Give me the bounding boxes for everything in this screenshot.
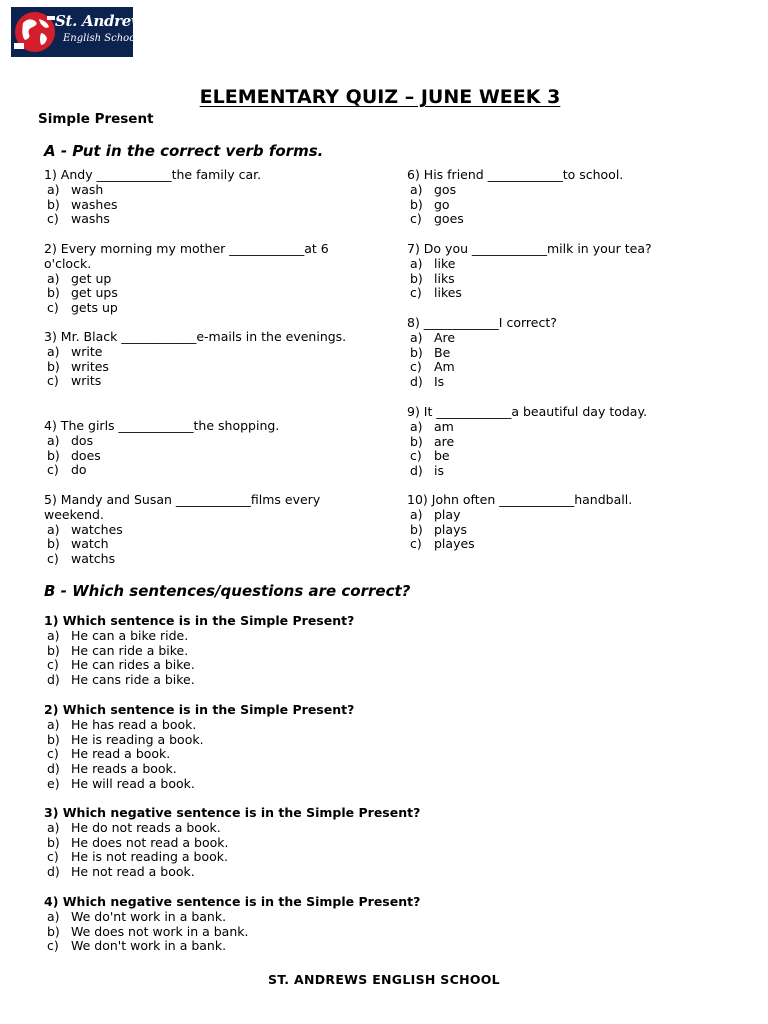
- logo-text-line2: English School: [63, 33, 139, 44]
- answer-option[interactable]: b) He is reading a book.: [47, 731, 204, 747]
- question-a1: [44, 168, 374, 227]
- answer-option[interactable]: a) He do not reads a book.: [47, 819, 221, 835]
- answer-option[interactable]: c) He read a book.: [47, 746, 171, 762]
- question-stem: 4) The girls ____________the shopping.: [44, 418, 280, 433]
- answer-option[interactable]: b) go: [410, 196, 450, 212]
- answer-option[interactable]: d) He reads a book.: [47, 761, 177, 777]
- question-stem: 7) Do you ____________milk in your tea?: [407, 241, 652, 256]
- answer-option[interactable]: a) like: [410, 255, 456, 271]
- answer-option[interactable]: b) washes: [47, 196, 118, 212]
- question-stem: 3) Mr. Black ____________e-mails in the evenings.: [44, 329, 347, 344]
- answer-option[interactable]: a) get up: [47, 270, 112, 286]
- section-a-heading: A - Put in the correct verb forms.: [44, 142, 324, 160]
- question-stem: 1) Which sentence is in the Simple Present?: [44, 613, 355, 628]
- answer-option[interactable]: c) do: [47, 462, 87, 478]
- answer-option[interactable]: b) watch: [47, 536, 109, 552]
- school-logo: [11, 7, 152, 57]
- question-a7: [407, 242, 747, 301]
- logo-text-line1: St. Andrews: [55, 12, 152, 30]
- question-stem: 2) Every morning my mother ____________at 6 o'clock.: [44, 241, 329, 271]
- answer-option[interactable]: a) am: [410, 418, 454, 434]
- answer-option[interactable]: a) dos: [47, 432, 94, 448]
- question-a9: [407, 405, 747, 479]
- answer-option[interactable]: c) washs: [47, 211, 110, 227]
- answer-option[interactable]: a) We do'nt work in a bank.: [47, 908, 227, 924]
- answer-option[interactable]: c) Am: [410, 359, 455, 375]
- question-stem: 3) Which negative sentence is in the Simple Present?: [44, 805, 421, 820]
- question-stem: 10) John often ____________handball.: [407, 492, 633, 507]
- answer-option[interactable]: c) We don't work in a bank.: [47, 938, 227, 954]
- answer-option[interactable]: b) liks: [410, 270, 455, 286]
- question-a3: [44, 330, 369, 389]
- page-footer: ST. ANDREWS ENGLISH SCHOOL: [268, 972, 500, 987]
- answer-option[interactable]: b) We does not work in a bank.: [47, 923, 249, 939]
- question-stem: 2) Which sentence is in the Simple Present?: [44, 702, 355, 717]
- question-a10: [407, 493, 747, 552]
- answer-option[interactable]: c) writs: [47, 373, 102, 389]
- answer-option[interactable]: a) He has read a book.: [47, 716, 197, 732]
- question-b4: [44, 895, 694, 954]
- answer-option[interactable]: b) does: [47, 447, 101, 463]
- page-title: ELEMENTARY QUIZ – JUNE WEEK 3: [199, 86, 561, 108]
- answer-option[interactable]: c) watchs: [47, 551, 116, 567]
- answer-option[interactable]: c) playes: [410, 536, 475, 552]
- answer-option[interactable]: b) writes: [47, 358, 109, 374]
- answer-option[interactable]: a) play: [410, 506, 461, 522]
- answer-option[interactable]: b) get ups: [47, 285, 118, 301]
- answer-option[interactable]: a) watches: [47, 521, 123, 537]
- answer-option[interactable]: d) is: [410, 463, 444, 479]
- answer-option[interactable]: a) write: [47, 343, 103, 359]
- answer-option[interactable]: a) wash: [47, 181, 104, 197]
- answer-option[interactable]: a) Are: [410, 329, 456, 345]
- question-stem: 8) ____________I correct?: [407, 315, 557, 330]
- question-b3: [44, 806, 694, 880]
- answer-option[interactable]: d) He not read a book.: [47, 864, 195, 880]
- answer-option[interactable]: b) are: [410, 433, 455, 449]
- answer-option[interactable]: d) He cans ride a bike.: [47, 672, 195, 688]
- answer-option[interactable]: c) gets up: [47, 300, 118, 316]
- question-b2: [44, 703, 694, 792]
- answer-option[interactable]: c) He is not reading a book.: [47, 849, 228, 865]
- question-stem: 9) It ____________a beautiful day today.: [407, 404, 648, 419]
- question-stem: 6) His friend ____________to school.: [407, 167, 624, 182]
- answer-option[interactable]: c) likes: [410, 285, 462, 301]
- answer-option[interactable]: b) Be: [410, 344, 451, 360]
- answer-option[interactable]: e) He will read a book.: [47, 775, 195, 791]
- answer-option[interactable]: c) goes: [410, 211, 464, 227]
- question-a8: [407, 316, 747, 390]
- question-a2: [44, 242, 369, 316]
- answer-option[interactable]: a) gos: [410, 181, 457, 197]
- answer-option[interactable]: c) He can rides a bike.: [47, 657, 195, 673]
- question-stem: 1) Andy ____________the family car.: [44, 167, 262, 182]
- answer-option[interactable]: b) He does not read a book.: [47, 834, 229, 850]
- answer-option[interactable]: b) He can ride a bike.: [47, 642, 189, 658]
- question-a4: [44, 419, 374, 478]
- question-a5: [44, 493, 369, 567]
- question-a6: [407, 168, 747, 227]
- answer-option[interactable]: c) be: [410, 448, 450, 464]
- page-subtitle: Simple Present: [38, 111, 154, 127]
- answer-option[interactable]: b) plays: [410, 521, 467, 537]
- answer-option[interactable]: a) He can a bike ride.: [47, 627, 189, 643]
- question-b1: [44, 614, 694, 688]
- question-stem: 4) Which negative sentence is in the Simple Present?: [44, 894, 421, 909]
- section-b-heading: B - Which sentences/questions are correct?: [44, 582, 411, 600]
- answer-option[interactable]: d) Is: [410, 374, 445, 390]
- question-stem: 5) Mandy and Susan ____________films every weekend.: [44, 492, 321, 522]
